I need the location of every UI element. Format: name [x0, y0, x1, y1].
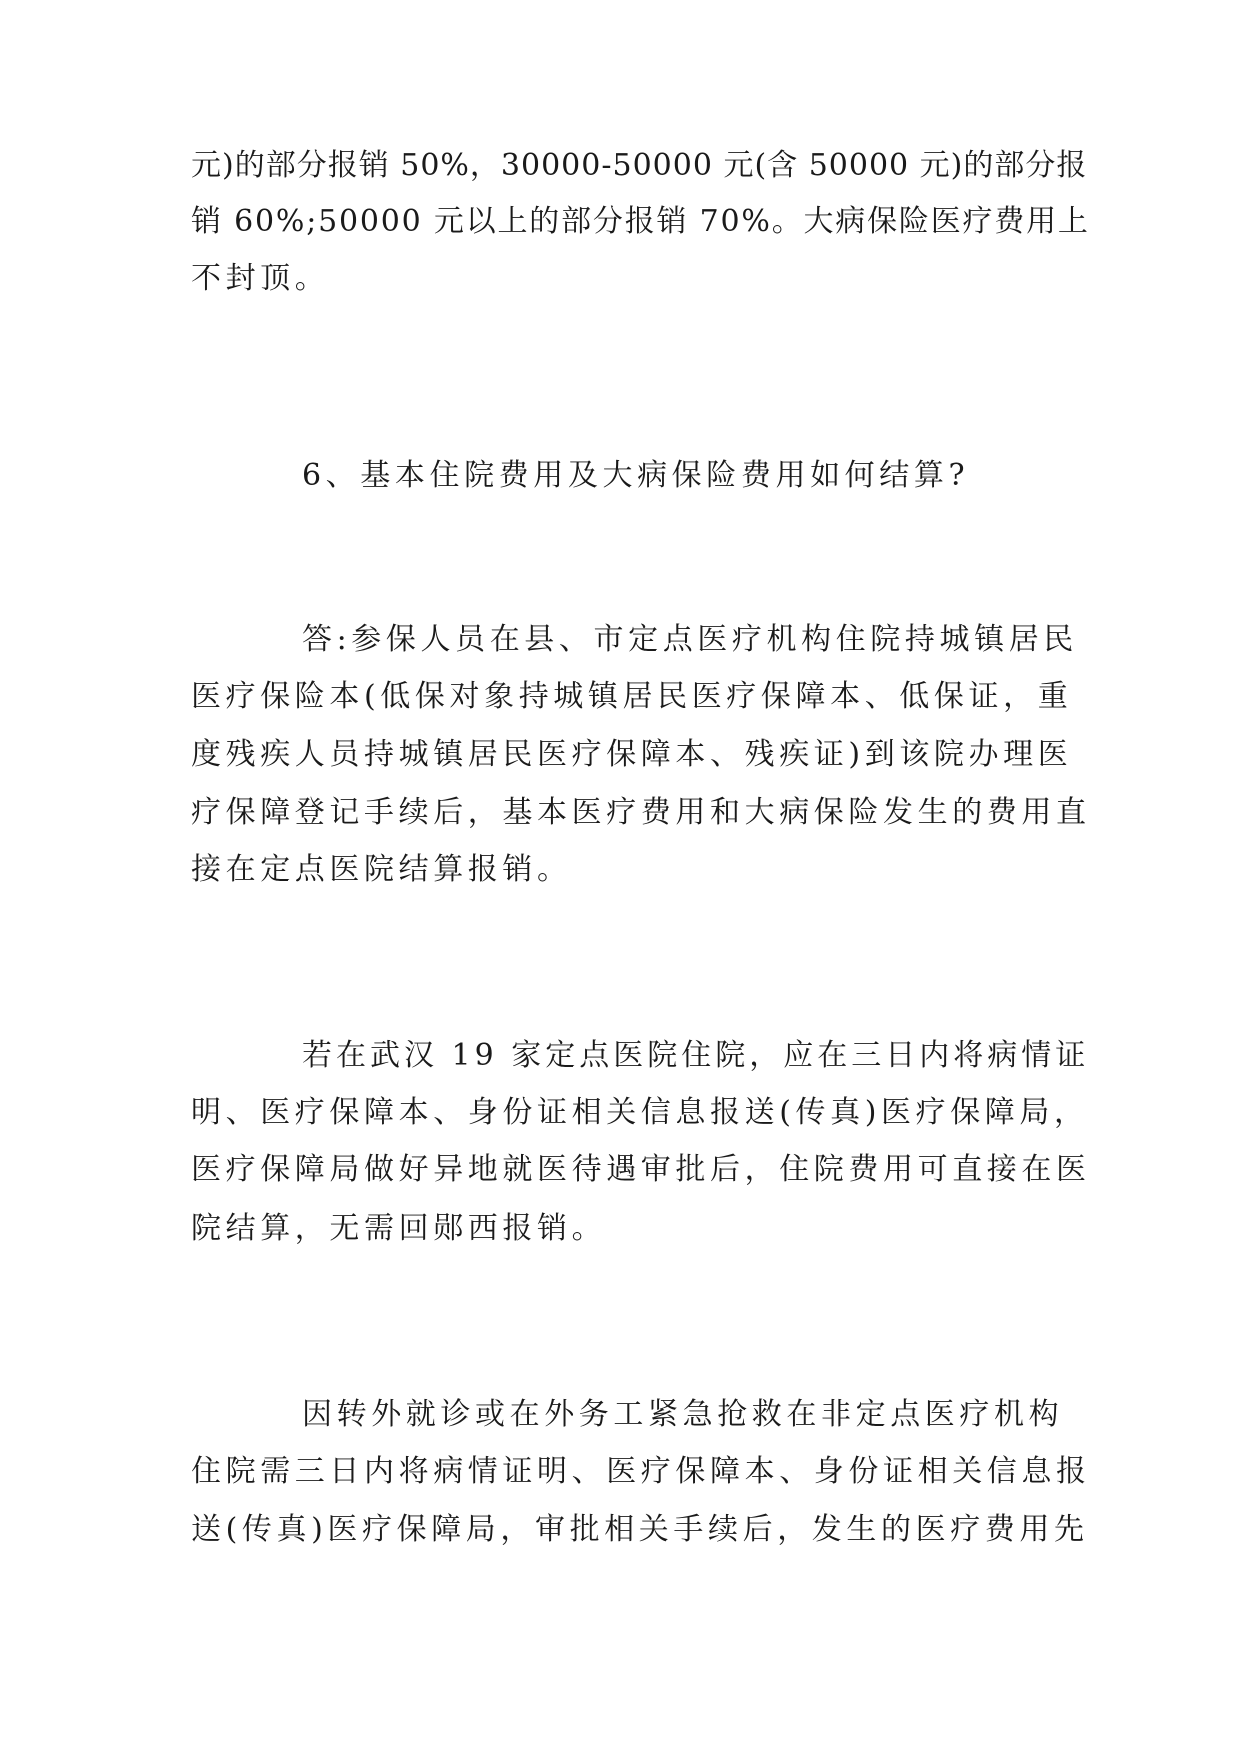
text-line: 若在武汉 19 家定点医院住院，应在三日内将病情证 — [302, 1038, 1090, 1073]
text-line: 医疗保障局做好异地就医待遇审批后，住院费用可直接在医 — [191, 1152, 1091, 1187]
text-line: 销 60%;50000 元以上的部分报销 70%。大病保险医疗费用上 — [191, 204, 1090, 239]
text-line: 院结算，无需回郧西报销。 — [191, 1211, 607, 1246]
text-line: 疗保障登记手续后，基本医疗费用和大病保险发生的费用直 — [191, 795, 1091, 830]
text-line: 元)的部分报销 50%，30000-50000 元(含 50000 元)的部分报 — [191, 148, 1088, 183]
text-line: 医疗保险本(低保对象持城镇居民医疗保障本、低保证，重 — [191, 679, 1073, 714]
text-line: 答:参保人员在县、市定点医疗机构住院持城镇居民 — [302, 622, 1078, 657]
text-line: 明、医疗保障本、身份证相关信息报送(传真)医疗保障局， — [191, 1095, 1089, 1130]
text-line: 送(传真)医疗保障局，审批相关手续后，发生的医疗费用先 — [191, 1512, 1089, 1547]
text-line: 因转外就诊或在外务工紧急抢救在非定点医疗机构 — [302, 1397, 1064, 1432]
text-line: 接在定点医院结算报销。 — [191, 852, 572, 887]
text-line: 不封顶。 — [191, 261, 330, 296]
text-line: 住院需三日内将病情证明、医疗保障本、身份证相关信息报 — [191, 1454, 1091, 1489]
text-line: 度残疾人员持城镇居民医疗保障本、残疾证)到该院办理医 — [191, 737, 1073, 772]
question-heading: 6、基本住院费用及大病保险费用如何结算? — [302, 458, 970, 493]
